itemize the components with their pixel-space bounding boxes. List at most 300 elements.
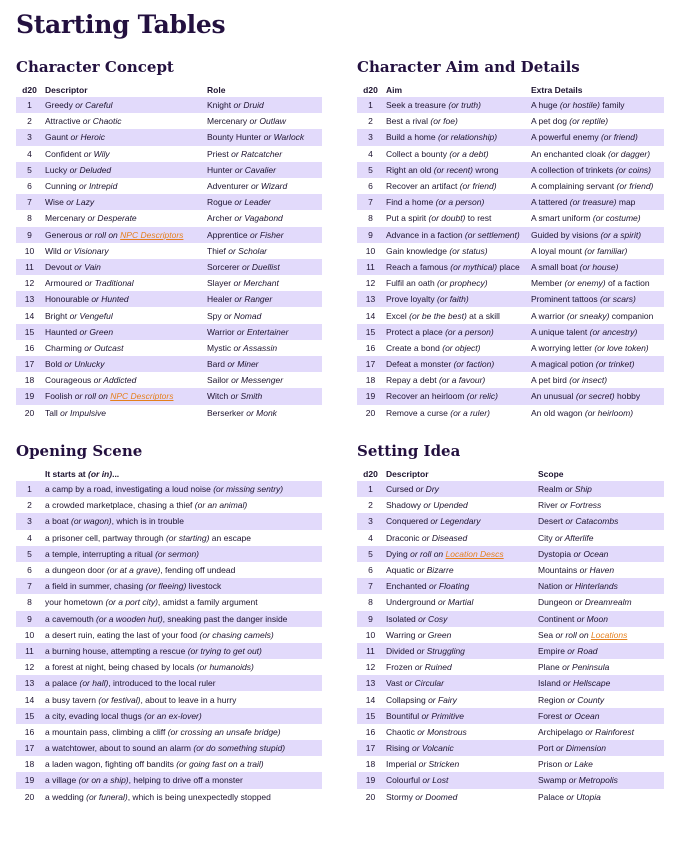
table-cell: [384, 497, 536, 513]
cell-text: Nation: [538, 581, 565, 592]
roll-number: 10: [365, 629, 376, 640]
table-cell: [43, 611, 322, 627]
cell-text: Berserker: [207, 407, 247, 418]
cell-text: Honourable: [45, 294, 92, 305]
table-cell: [529, 324, 664, 340]
table-cell: [43, 659, 322, 675]
roll-number: 12: [365, 662, 376, 673]
cell-text: Sailor: [207, 375, 232, 386]
column-header: Descriptor: [45, 84, 88, 95]
table-cell: [384, 324, 529, 340]
cell-text: or Warlock: [263, 132, 305, 143]
cell-text: or Ruined: [414, 662, 452, 673]
table-row: [16, 756, 322, 772]
table-cell: [529, 194, 664, 210]
cell-text: or Ocean: [564, 710, 600, 721]
cell-text: It starts at: [45, 468, 88, 479]
table-cell: [384, 243, 529, 259]
cell-text: or Primitive: [421, 710, 464, 721]
table-row: [16, 275, 322, 291]
cell-text: Dying: [386, 548, 411, 559]
column-header-blank: [16, 466, 43, 481]
cell-text: (or friend): [616, 181, 654, 192]
cell-text: (or hall): [79, 678, 109, 689]
cell-text: (or coins): [615, 164, 652, 175]
table-cell: [384, 291, 529, 307]
cell-text: Create a bond: [386, 342, 443, 353]
table-row: [357, 113, 664, 129]
table-cell: [43, 594, 322, 610]
cell-text: Foolish: [45, 391, 75, 402]
cell-text: Prominent tattoos: [531, 294, 600, 305]
cell-text: or Metropolis: [568, 775, 618, 786]
table-row: [16, 562, 322, 578]
opening-scene-table: [16, 466, 322, 805]
cell-text: (or faction): [453, 359, 495, 370]
cell-text: (or on a ship): [78, 775, 129, 786]
roll-number: 2: [27, 116, 32, 127]
cell-text: (or trinket): [595, 359, 635, 370]
table-row: [357, 708, 664, 724]
cell-text: Mystic: [207, 342, 234, 353]
cell-text: or Unlucky: [64, 359, 105, 370]
cell-text: A loyal mount: [531, 245, 585, 256]
table-cell: [529, 243, 664, 259]
table-cell: [536, 643, 664, 659]
table-row: [16, 497, 322, 513]
roll-number: 11: [16, 259, 43, 275]
roll-number: 14: [24, 694, 35, 705]
table-cell: [536, 627, 664, 643]
cell-text: Stormy: [386, 791, 416, 802]
cell-text: Recover an artifact: [386, 181, 460, 192]
table-cell: [43, 372, 205, 388]
table-row: [357, 772, 664, 788]
cell-text: Dungeon: [538, 597, 575, 608]
table-row: [16, 405, 322, 421]
table-cell: [529, 146, 664, 162]
roll-number: 15: [357, 324, 384, 340]
cell-text: Collapsing: [386, 694, 429, 705]
cell-text: (or scars): [599, 294, 636, 305]
cell-text: Seek a treasure: [386, 100, 449, 111]
cell-text: A collection of trinkets: [531, 164, 616, 175]
cell-text: Bard: [207, 359, 228, 370]
table-cell: [205, 372, 322, 388]
table-cell: [536, 562, 664, 578]
table-cell: [43, 146, 205, 162]
cell-text: or Vengeful: [69, 310, 113, 321]
table-cell: [384, 675, 536, 691]
cell-text: Chaotic: [386, 726, 418, 737]
cell-text: (or wagon): [71, 516, 112, 527]
table-cell: [205, 259, 322, 275]
cell-text: Dystopia: [538, 548, 574, 559]
table-cell: [43, 405, 205, 421]
cell-text: (or festival): [98, 694, 141, 705]
cell-text: or Volcanic: [411, 743, 454, 754]
column-header: d20: [363, 468, 378, 479]
table-row: [16, 481, 322, 497]
setting-idea-table: [357, 466, 664, 805]
table-cell: [529, 97, 664, 113]
table-cell: [43, 708, 322, 724]
cell-text: or Rainforest: [585, 726, 634, 737]
cell-text: or Catacombs: [565, 516, 619, 527]
table-cell: [529, 210, 664, 226]
cell-text: of a faction: [605, 278, 650, 289]
table-cell: [205, 388, 322, 404]
roll-number: 19: [16, 772, 43, 788]
cell-text: or Druid: [233, 100, 264, 111]
cell-text: (or status): [449, 245, 488, 256]
table-cell: [384, 210, 529, 226]
cell-text: Isolated: [386, 613, 419, 624]
table-row: [357, 324, 664, 340]
roll-number: 9: [357, 611, 384, 627]
cell-text: Sea: [538, 629, 556, 640]
roll-number: 11: [357, 259, 384, 275]
table-cell: [43, 162, 205, 178]
roll-number: 1: [357, 481, 384, 497]
roll-number: 16: [365, 726, 376, 737]
roll-number: 16: [365, 342, 376, 353]
cell-text: Recover an heirloom: [386, 391, 467, 402]
table-row: [357, 497, 664, 513]
cell-text: An enchanted cloak: [531, 148, 609, 159]
cell-text: or Desperate: [87, 213, 137, 224]
cell-text: or Outlaw: [249, 116, 286, 127]
column-header: Scope: [538, 468, 564, 479]
table-cell: [205, 275, 322, 291]
cell-text: or Fortress: [560, 500, 602, 511]
cell-text: Repay a debt: [386, 375, 439, 386]
table-row: [357, 146, 664, 162]
cell-text: Rising: [386, 743, 412, 754]
table-cell: [384, 772, 536, 788]
cell-text: or Vagabond: [234, 213, 283, 224]
table-row: [357, 562, 664, 578]
cell-text: Apprentice: [207, 229, 250, 240]
cell-text: map: [616, 197, 636, 208]
table-cell: [43, 546, 322, 562]
cell-text: or Legendary: [430, 516, 481, 527]
table-row: [16, 356, 322, 372]
cell-text: Build a home: [386, 132, 438, 143]
cell-text: or Deluded: [69, 164, 112, 175]
roll-number: 1: [357, 97, 384, 113]
cell-text: A warrior: [531, 310, 567, 321]
table-cell: [384, 388, 529, 404]
roll-number: 14: [365, 310, 376, 321]
table-cell: [43, 324, 205, 340]
roll-number: 3: [16, 129, 43, 145]
roll-number: 4: [368, 532, 373, 543]
table-cell: [205, 129, 322, 145]
cell-text: Mountains: [538, 565, 580, 576]
cell-text: A worrying letter: [531, 342, 595, 353]
cell-text: or Afterlife: [555, 532, 594, 543]
page-title: Starting Tables: [16, 10, 226, 39]
table-cell: [205, 97, 322, 113]
cell-text: or County: [567, 694, 605, 705]
roll-number: 6: [27, 565, 32, 576]
cell-text: Draconic: [386, 532, 422, 543]
cell-text: Frozen: [386, 662, 415, 673]
table-row: [357, 724, 664, 740]
opening-scene-section: [16, 441, 322, 805]
cell-text: Island: [538, 678, 564, 689]
table-cell: [43, 307, 205, 323]
table-cell: [529, 340, 664, 356]
table-cell: [43, 259, 205, 275]
cell-text: Put a spirit: [386, 213, 429, 224]
table-cell: [43, 113, 205, 129]
roll-number: 7: [357, 578, 384, 594]
cell-text: Tall: [45, 407, 61, 418]
table-cell: [384, 530, 536, 546]
table-cell: [205, 324, 322, 340]
cell-text: or Monk: [246, 407, 277, 418]
cell-text: Wise: [45, 197, 67, 208]
table-cell: [384, 146, 529, 162]
table-cell: [205, 340, 322, 356]
cell-text: or Messenger: [231, 375, 284, 386]
roll-number: 6: [368, 565, 373, 576]
roll-number: 9: [357, 227, 384, 243]
roll-number: 5: [357, 162, 384, 178]
cell-text: or Ship: [564, 484, 592, 495]
section-title: Character Aim and Details: [357, 58, 580, 76]
table-cell: [205, 146, 322, 162]
cell-text: Reach a famous: [386, 261, 451, 272]
cell-text: , which is in trouble: [111, 516, 184, 527]
roll-number: 4: [27, 148, 32, 159]
table-row: [357, 611, 664, 627]
roll-number: 8: [368, 213, 373, 224]
table-row: [16, 578, 322, 594]
table-cell: [384, 356, 529, 372]
table-cell: [529, 372, 664, 388]
cell-text: Warring: [386, 629, 418, 640]
column-header: d20: [22, 84, 37, 95]
cell-text: Generous: [45, 229, 85, 240]
table-link[interactable]: Locations: [590, 629, 628, 640]
table-row: [16, 627, 322, 643]
roll-number: 15: [16, 708, 43, 724]
table-row: [357, 291, 664, 307]
cell-text: (or doubt): [428, 213, 466, 224]
table-row: [357, 405, 664, 421]
cell-text: Excel: [386, 310, 410, 321]
table-row: [16, 643, 322, 659]
cell-text: or Visionary: [63, 245, 109, 256]
table-cell: [205, 178, 322, 194]
cell-text: Bounty Hunter: [207, 132, 264, 143]
cell-text: (or an animal): [194, 500, 248, 511]
roll-number: 5: [16, 546, 43, 562]
table-row: [357, 356, 664, 372]
table-cell: [529, 388, 664, 404]
table-cell: [536, 546, 664, 562]
table-row: [357, 578, 664, 594]
table-row: [16, 307, 322, 323]
cell-text: Conquered: [386, 516, 431, 527]
cell-text: Knight: [207, 100, 234, 111]
roll-number: 10: [24, 245, 35, 256]
cell-text: (or treasure): [569, 197, 617, 208]
roll-number: 17: [16, 356, 43, 372]
table-link[interactable]: NPC Descriptors: [110, 391, 174, 402]
cell-text: (or faith): [437, 294, 469, 305]
cell-text: or Wily: [83, 148, 110, 159]
cell-text: Vast: [386, 678, 405, 689]
table-cell: [529, 405, 664, 421]
cell-text: Collect a bounty: [386, 148, 450, 159]
column-header: Aim: [386, 84, 403, 95]
section-title: Setting Idea: [357, 442, 461, 460]
cell-text: City: [538, 532, 555, 543]
cell-text: a dungeon door: [45, 565, 107, 576]
cell-text: Cunning: [45, 181, 80, 192]
table-cell: [43, 627, 322, 643]
table-row: [16, 146, 322, 162]
table-link[interactable]: NPC Descriptors: [120, 229, 184, 240]
roll-number: 9: [16, 227, 43, 243]
column-header: Extra Details: [531, 84, 583, 95]
cell-text: or Miner: [227, 359, 259, 370]
table-cell: [205, 405, 322, 421]
section-title: Opening Scene: [16, 442, 143, 460]
cell-text: a cavemouth: [45, 613, 97, 624]
table-row: [357, 129, 664, 145]
roll-number: 13: [357, 291, 384, 307]
cell-text: (or sermon): [155, 548, 200, 559]
cell-text: an escape: [209, 532, 252, 543]
cell-text: a watchtower, about to sound an alarm: [45, 743, 194, 754]
cell-text: wrong: [472, 164, 499, 175]
cell-text: Guided by visions: [531, 229, 601, 240]
cell-text: Prison: [538, 759, 565, 770]
table-row: [357, 740, 664, 756]
cell-text: A complaining servant: [531, 181, 617, 192]
cell-text: or Merchant: [233, 278, 279, 289]
cell-text: or Impulsive: [60, 407, 106, 418]
cell-text: Priest: [207, 148, 232, 159]
cell-text: or Lost: [422, 775, 449, 786]
cell-text: (or object): [442, 342, 481, 353]
cell-text: (or secret): [575, 391, 615, 402]
cell-text: (or in): [88, 468, 113, 479]
roll-number: 20: [365, 407, 376, 418]
roll-number: 5: [16, 162, 43, 178]
table-cell: [536, 513, 664, 529]
table-cell: [43, 756, 322, 772]
cell-text: or Outcast: [84, 342, 124, 353]
table-cell: [384, 611, 536, 627]
cell-text: (or enemy): [564, 278, 606, 289]
cell-text: (or be the best): [409, 310, 467, 321]
table-cell: [536, 481, 664, 497]
cell-text: River: [538, 500, 561, 511]
cell-text: or Hinterlands: [564, 581, 618, 592]
roll-number: 15: [16, 324, 43, 340]
table-cell: [205, 210, 322, 226]
table-cell: [205, 194, 322, 210]
table-cell: [384, 340, 529, 356]
roll-number: 19: [357, 772, 384, 788]
cell-text: Archipelago: [538, 726, 586, 737]
roll-number: 12: [24, 662, 35, 673]
table-cell: [384, 405, 529, 421]
table-row: [357, 691, 664, 707]
roll-number: 20: [24, 791, 35, 802]
table-cell: [384, 562, 536, 578]
table-row: [16, 340, 322, 356]
table-cell: [205, 291, 322, 307]
cell-text: ...: [112, 468, 120, 479]
cell-text: , helping to drive off a monster: [128, 775, 243, 786]
table-cell: [43, 340, 205, 356]
cell-text: (or a person): [445, 326, 494, 337]
cell-text: (or crossing an unsafe bridge): [167, 726, 281, 737]
cell-text: Defeat a monster: [386, 359, 454, 370]
table-row: [357, 627, 664, 643]
roll-number: 14: [24, 310, 35, 321]
roll-number: 4: [27, 532, 32, 543]
cell-text: or Road: [567, 645, 598, 656]
cell-text: a forest at night, being chased by locals: [45, 662, 197, 673]
column-header: d20: [363, 84, 378, 95]
table-row: [16, 129, 322, 145]
roll-number: 12: [365, 278, 376, 289]
table-cell: [536, 691, 664, 707]
cell-text: or Green: [417, 629, 452, 640]
cell-text: Warrior: [207, 326, 237, 337]
cell-text: (or at a grave): [106, 565, 161, 576]
cell-text: Thief: [207, 245, 229, 256]
cell-text: Find a home: [386, 197, 436, 208]
table-link[interactable]: Location Descs: [445, 548, 504, 559]
cell-text: (or trying to get out): [187, 645, 262, 656]
cell-text: at a skill: [466, 310, 500, 321]
roll-number: 14: [365, 694, 376, 705]
table-cell: [205, 162, 322, 178]
roll-number: 10: [365, 245, 376, 256]
cell-text: or Assassin: [233, 342, 278, 353]
table-cell: [384, 481, 536, 497]
table-cell: [536, 708, 664, 724]
cell-text: or Chaotic: [82, 116, 122, 127]
table-row: [16, 113, 322, 129]
table-cell: [384, 129, 529, 145]
cell-text: A magical potion: [531, 359, 596, 370]
cell-text: (or fleeing): [145, 581, 187, 592]
setting-idea-section: [357, 441, 664, 805]
cell-text: (or funeral): [86, 791, 128, 802]
cell-text: a camp by a road, investigating a loud noise: [45, 484, 214, 495]
table-cell: [384, 275, 529, 291]
table-cell: [536, 497, 664, 513]
table-row: [16, 740, 322, 756]
table-cell: [536, 530, 664, 546]
table-row: [16, 513, 322, 529]
roll-number: 11: [357, 643, 384, 659]
table-cell: [384, 372, 529, 388]
table-row: [16, 388, 322, 404]
cell-text: a temple, interrupting a ritual: [45, 548, 156, 559]
table-cell: [43, 789, 322, 805]
